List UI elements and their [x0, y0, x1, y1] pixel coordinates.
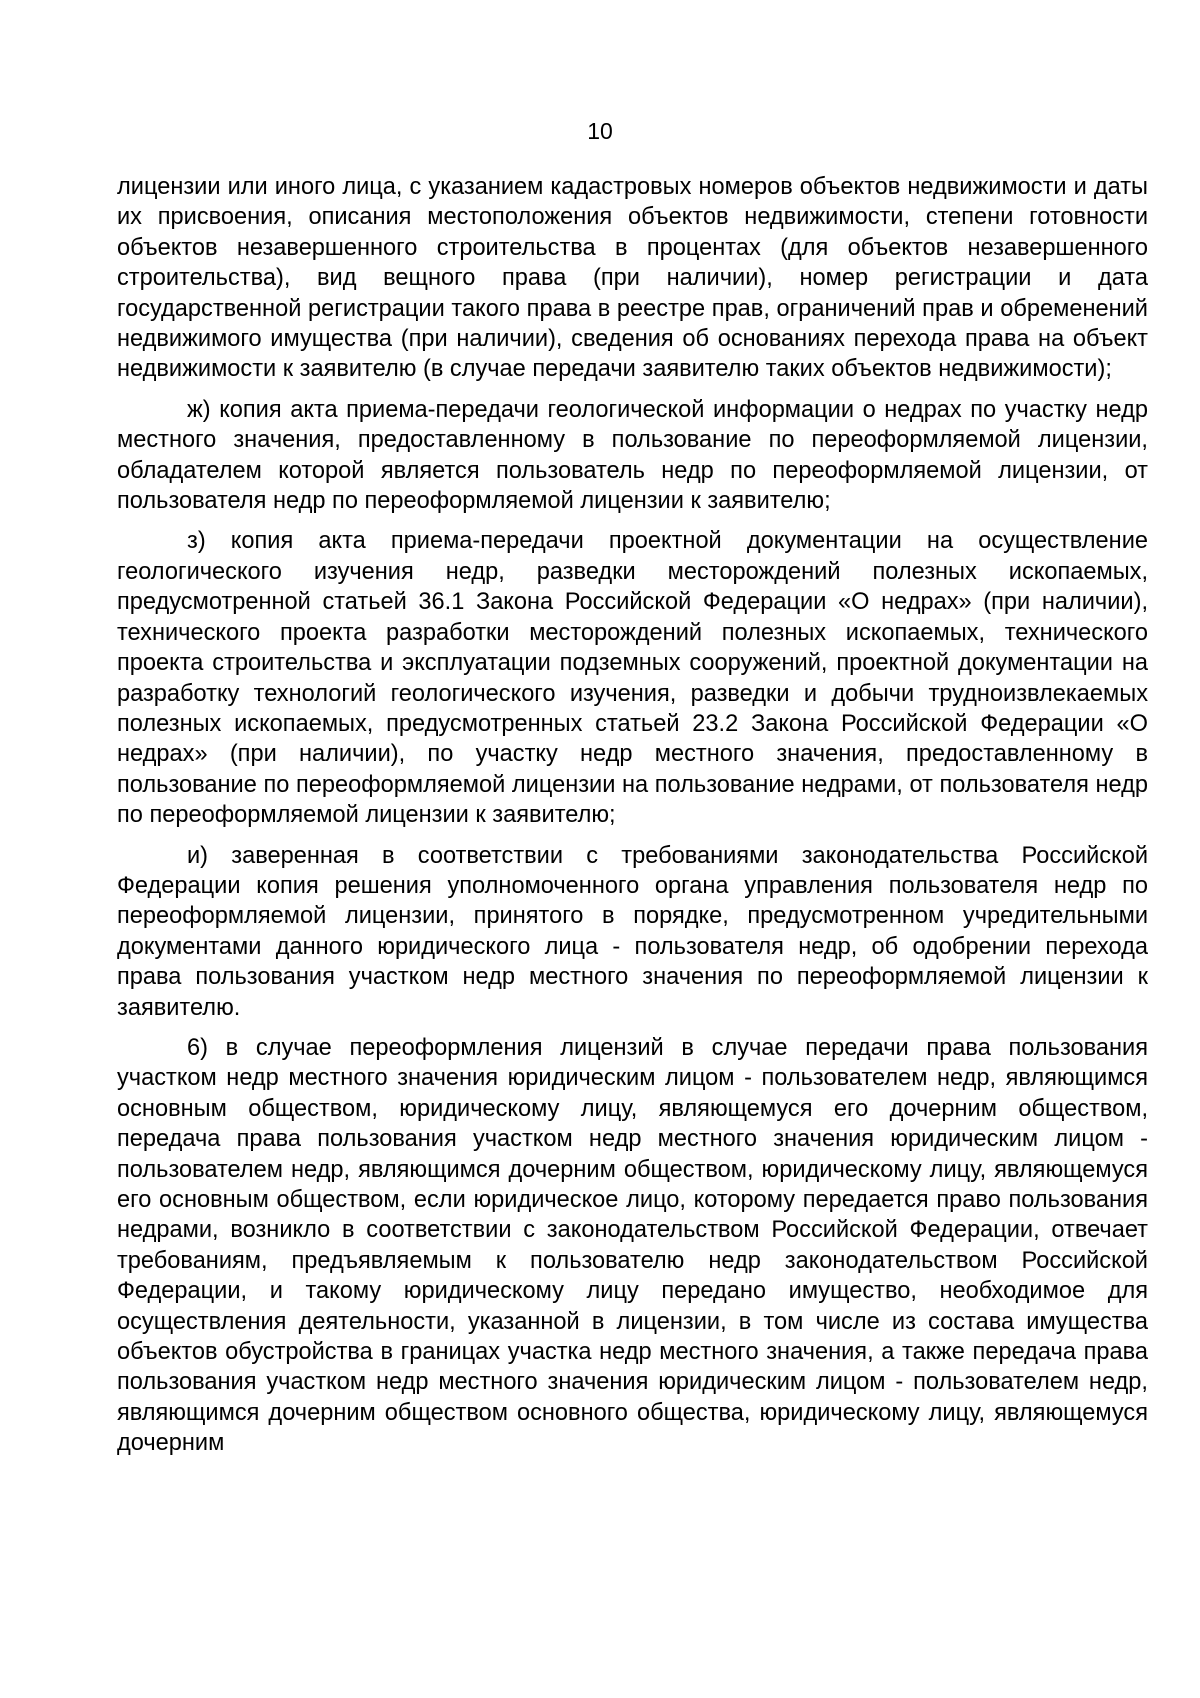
page-number: 10	[587, 118, 613, 144]
document-body	[117, 172, 1148, 1459]
paragraph-item-6: 6) в случае переоформления лицензий в случае передачи права пользования участком недр местного значения юридическим лицом - пользователем недр, являющимся основным обществом, юридическому лицу, являющемуся его дочерним обществом, передача права пользования участком недр местного значения юридическим лицом - пользователем недр, являющимся дочерним обществом, юридическому лицу, являющемуся его основным обществом, если юридическое лицо, которому передается право пользования недрами, возникло в соответствии с законодательством Российской Федерации, отвечает требованиям, предъявляемым к пользователю недр законодательством Российской Федерации, и такому юридическому лицу передано имущество, необходимое для осуществления деятельности, указанной в лицензии, в том числе из состава имущества объектов обустройства в границах участка недр местного значения, а также передача права пользования участком недр местного значения юридическим лицом - пользователем недр, являющимся дочерним обществом основного общества, юридическому лицу, являющемуся дочерним	[117, 1034, 1148, 1457]
paragraph-continuation: лицензии или иного лица, с указанием кадастровых номеров объектов недвижимости и даты их присвоения, описания местоположения объектов недвижимости, степени готовности объектов незавершенного строительства в процентах (для объектов незавершенного строительства), вид вещного права (при наличии), номер регистрации и дата государственной регистрации такого права в реестре прав, ограничений прав и обременений недвижимого имущества (при наличии), сведения об основаниях перехода права на объект недвижимости к заявителю (в случае передачи заявителю таких объектов недвижимости);	[117, 174, 1148, 383]
paragraph-item-zh: ж) копия акта приема-передачи геологической информации о недрах по участку недр местного значения, предоставленному в пользование по переоформляемой лицензии, обладателем которой является пользователь недр по переоформляемой лицензии, от пользователя недр по переоформляемой лицензии к заявителю;	[117, 396, 1148, 515]
paragraph-item-z: з) копия акта приема-передачи проектной документации на осуществление геологического изучения недр, разведки месторождений полезных ископаемых, предусмотренной статьей 36.1 Закона Российской Федерации «О недрах» (при наличии), технического проекта разработки месторождений полезных ископаемых, технического проекта строительства и эксплуатации подземных сооружений, проектной документации на разработку технологий геологического изучения, разведки и добычи трудноизвлекаемых полезных ископаемых, предусмотренных статьей 23.2 Закона Российской Федерации «О недрах» (при наличии), по участку недр местного значения, предоставленному в пользование по переоформляемой лицензии на пользование недрами, от пользователя недр по переоформляемой лицензии к заявителю;	[117, 528, 1148, 829]
paragraph-item-i: и) заверенная в соответствии с требованиями законодательства Российской Федерации копия решения уполномоченного органа управления пользователя недр по переоформляемой лицензии, принятого в порядке, предусмотренном учредительными документами данного юридического лица - пользователя недр, об одобрении перехода права пользования участком недр местного значения по переоформляемой лицензии к заявителю.	[117, 842, 1148, 1021]
